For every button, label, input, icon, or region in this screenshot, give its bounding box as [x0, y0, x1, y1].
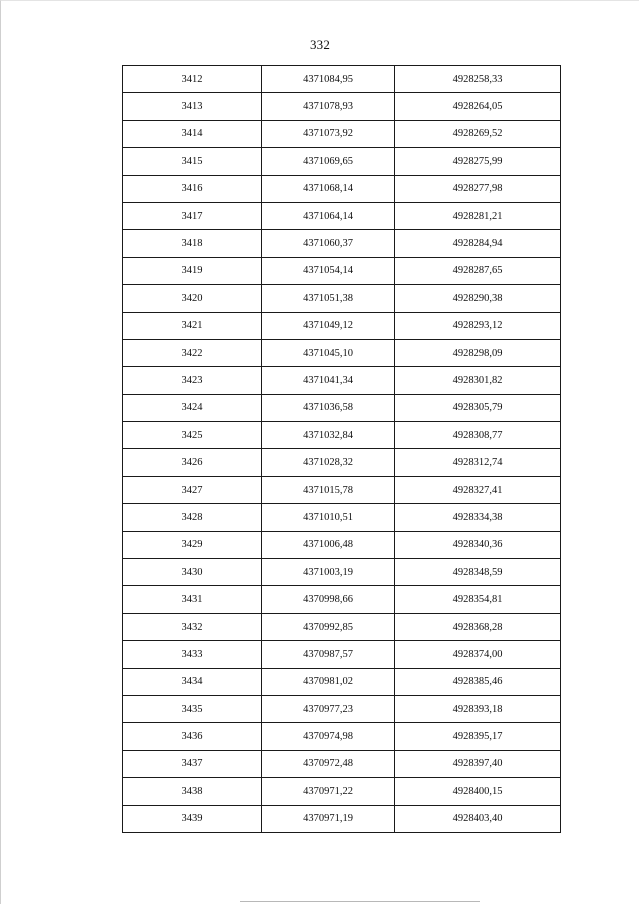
page-number: 332	[309, 37, 331, 52]
x-coordinate-cell: 4370977,23	[262, 695, 395, 722]
x-coordinate-cell: 4371006,48	[262, 531, 395, 558]
x-coordinate-cell: 4370974,98	[262, 723, 395, 750]
point-number-cell: 3436	[123, 723, 262, 750]
x-coordinate-cell: 4371078,93	[262, 93, 395, 120]
table-row	[123, 257, 561, 284]
x-coordinate-cell: 4371084,95	[262, 66, 395, 93]
x-coordinate-cell: 4371015,78	[262, 476, 395, 503]
x-coordinate-cell: 4371051,38	[262, 285, 395, 312]
point-number-cell: 3432	[123, 613, 262, 640]
x-coordinate-cell: 4371064,14	[262, 202, 395, 229]
y-coordinate-cell: 4928397,40	[395, 750, 561, 777]
x-coordinate-cell: 4370971,22	[262, 778, 395, 805]
point-number-cell: 3422	[123, 339, 262, 366]
point-number-cell: 3428	[123, 504, 262, 531]
y-coordinate-cell: 4928275,99	[395, 148, 561, 175]
y-coordinate-cell: 4928400,15	[395, 778, 561, 805]
table-row	[123, 531, 561, 558]
table-row	[123, 367, 561, 394]
y-coordinate-cell: 4928277,98	[395, 175, 561, 202]
table-row	[123, 339, 561, 366]
y-coordinate-cell: 4928403,40	[395, 805, 561, 832]
y-coordinate-cell: 4928385,46	[395, 668, 561, 695]
point-number-cell: 3425	[123, 422, 262, 449]
x-coordinate-cell: 4371049,12	[262, 312, 395, 339]
point-number-cell: 3416	[123, 175, 262, 202]
point-number-cell: 3418	[123, 230, 262, 257]
point-number-cell: 3423	[123, 367, 262, 394]
table-row	[123, 202, 561, 229]
x-coordinate-cell: 4371041,34	[262, 367, 395, 394]
point-number-cell: 3435	[123, 695, 262, 722]
table-row	[123, 66, 561, 93]
point-number-cell: 3438	[123, 778, 262, 805]
x-coordinate-cell: 4371032,84	[262, 422, 395, 449]
point-number-cell: 3420	[123, 285, 262, 312]
point-number-cell: 3417	[123, 202, 262, 229]
x-coordinate-cell: 4370998,66	[262, 586, 395, 613]
x-coordinate-cell: 4371028,32	[262, 449, 395, 476]
x-coordinate-cell: 4371069,65	[262, 148, 395, 175]
x-coordinate-cell: 4371010,51	[262, 504, 395, 531]
point-number-cell: 3413	[123, 93, 262, 120]
x-coordinate-cell: 4370987,57	[262, 641, 395, 668]
y-coordinate-cell: 4928298,09	[395, 339, 561, 366]
point-number-cell: 3430	[123, 559, 262, 586]
table-row	[123, 695, 561, 722]
table-row	[123, 750, 561, 777]
x-coordinate-cell: 4370992,85	[262, 613, 395, 640]
table-row	[123, 668, 561, 695]
y-coordinate-cell: 4928348,59	[395, 559, 561, 586]
y-coordinate-cell: 4928293,12	[395, 312, 561, 339]
y-coordinate-cell: 4928290,38	[395, 285, 561, 312]
y-coordinate-cell: 4928354,81	[395, 586, 561, 613]
table-row	[123, 778, 561, 805]
x-coordinate-cell: 4371073,92	[262, 120, 395, 147]
table-row	[123, 476, 561, 503]
table-row	[123, 805, 561, 832]
table-row	[123, 230, 561, 257]
table-row	[123, 93, 561, 120]
x-coordinate-cell: 4371036,58	[262, 394, 395, 421]
point-number-cell: 3434	[123, 668, 262, 695]
point-number-cell: 3419	[123, 257, 262, 284]
y-coordinate-cell: 4928264,05	[395, 93, 561, 120]
y-coordinate-cell: 4928284,94	[395, 230, 561, 257]
table-row	[123, 559, 561, 586]
table-row	[123, 586, 561, 613]
y-coordinate-cell: 4928395,17	[395, 723, 561, 750]
y-coordinate-cell: 4928269,52	[395, 120, 561, 147]
point-number-cell: 3426	[123, 449, 262, 476]
y-coordinate-cell: 4928393,18	[395, 695, 561, 722]
point-number-cell: 3424	[123, 394, 262, 421]
x-coordinate-cell: 4370971,19	[262, 805, 395, 832]
y-coordinate-cell: 4928308,77	[395, 422, 561, 449]
x-coordinate-cell: 4370981,02	[262, 668, 395, 695]
table-row	[123, 449, 561, 476]
bottom-edge-line	[240, 901, 480, 902]
table-row	[123, 422, 561, 449]
y-coordinate-cell: 4928340,36	[395, 531, 561, 558]
x-coordinate-cell: 4371045,10	[262, 339, 395, 366]
point-number-cell: 3415	[123, 148, 262, 175]
table-row	[123, 120, 561, 147]
x-coordinate-cell: 4371060,37	[262, 230, 395, 257]
y-coordinate-cell: 4928334,38	[395, 504, 561, 531]
y-coordinate-cell: 4928305,79	[395, 394, 561, 421]
y-coordinate-cell: 4928281,21	[395, 202, 561, 229]
point-number-cell: 3427	[123, 476, 262, 503]
point-number-cell: 3433	[123, 641, 262, 668]
point-number-cell: 3437	[123, 750, 262, 777]
y-coordinate-cell: 4928374,00	[395, 641, 561, 668]
point-number-cell: 3414	[123, 120, 262, 147]
y-coordinate-cell: 4928312,74	[395, 449, 561, 476]
coordinates-table	[122, 65, 561, 833]
table-row	[123, 613, 561, 640]
table-row	[123, 285, 561, 312]
point-number-cell: 3439	[123, 805, 262, 832]
table-row	[123, 504, 561, 531]
point-number-cell: 3412	[123, 66, 262, 93]
table-row	[123, 394, 561, 421]
y-coordinate-cell: 4928258,33	[395, 66, 561, 93]
table-row	[123, 148, 561, 175]
table-row	[123, 641, 561, 668]
x-coordinate-cell: 4370972,48	[262, 750, 395, 777]
point-number-cell: 3429	[123, 531, 262, 558]
y-coordinate-cell: 4928287,65	[395, 257, 561, 284]
point-number-cell: 3421	[123, 312, 262, 339]
table-row	[123, 175, 561, 202]
x-coordinate-cell: 4371003,19	[262, 559, 395, 586]
y-coordinate-cell: 4928368,28	[395, 613, 561, 640]
table-row	[123, 312, 561, 339]
x-coordinate-cell: 4371054,14	[262, 257, 395, 284]
y-coordinate-cell: 4928301,82	[395, 367, 561, 394]
point-number-cell: 3431	[123, 586, 262, 613]
coordinates-table-body	[123, 66, 561, 833]
y-coordinate-cell: 4928327,41	[395, 476, 561, 503]
table-row	[123, 723, 561, 750]
x-coordinate-cell: 4371068,14	[262, 175, 395, 202]
